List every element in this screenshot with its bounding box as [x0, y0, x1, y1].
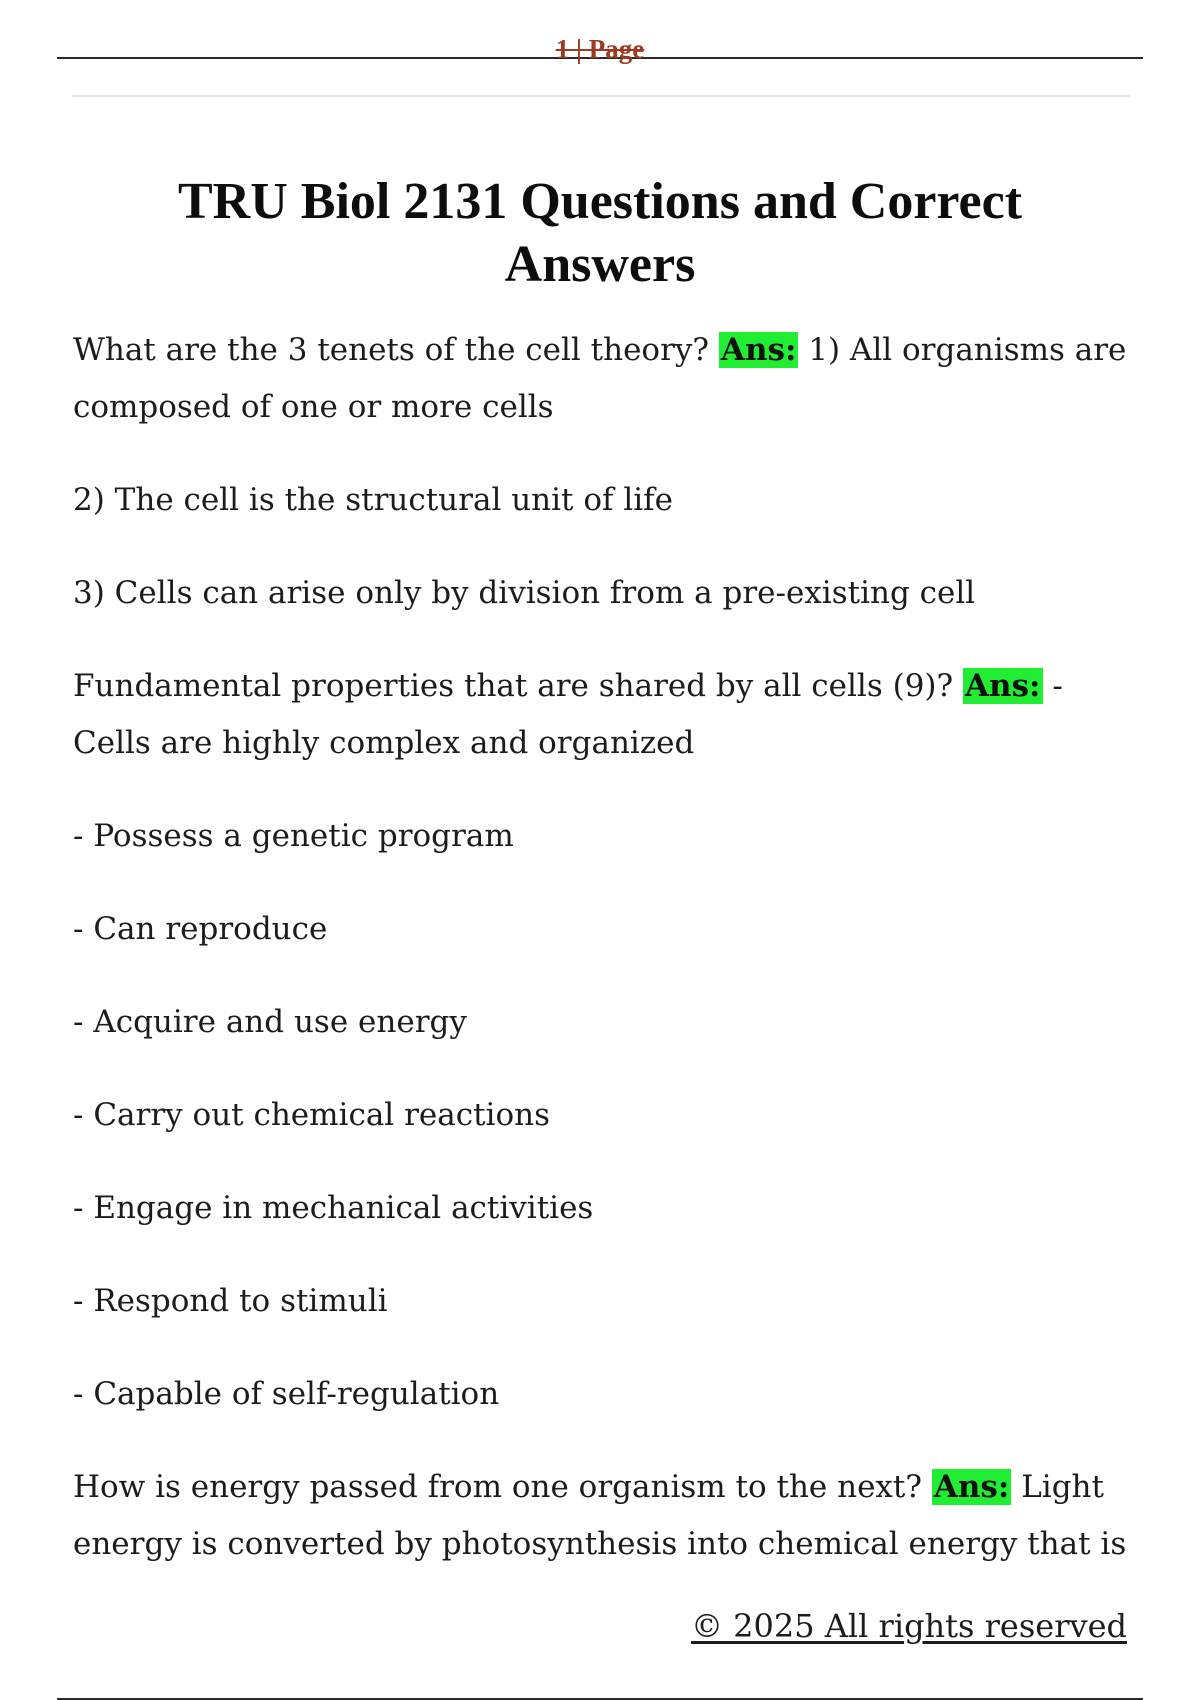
answer-line: - Possess a genetic program [73, 818, 514, 854]
document-body [73, 322, 1135, 1609]
header-divider [72, 95, 1130, 97]
answer-line: - Capable of self-regulation [73, 1376, 500, 1412]
question-paragraph [73, 322, 1135, 436]
answer-line: - Engage in mechanical activities [73, 1190, 594, 1226]
answer-label: Ans: [965, 668, 1041, 704]
question-text: How is energy passed from one organism to the next? [73, 1469, 932, 1505]
question-text: What are the 3 tenets of the cell theory? [73, 332, 719, 368]
answer-line: - Carry out chemical reactions [73, 1097, 550, 1133]
page-number: 1 | Page [555, 34, 645, 64]
answer-line: - Acquire and use energy [73, 1004, 467, 1040]
document-title: TRU Biol 2131 Questions and Correct Answers [177, 173, 1023, 293]
answer-line: - Can reproduce [73, 911, 328, 947]
answer-line: 2) The cell is the structural unit of life [73, 482, 674, 518]
answer-line: - Respond to stimuli [73, 1283, 388, 1319]
question-paragraph [73, 658, 1135, 772]
copyright-notice: © 2025 All rights reserved [691, 1607, 1127, 1645]
question-text: Fundamental properties that are shared by all cells (9)? [73, 668, 963, 704]
answer-text: - Cells are highly complex and organized [73, 668, 1063, 761]
answer-text: 1) All organisms are composed of one or more cells [73, 332, 1127, 425]
answer-line: 3) Cells can arise only by division from a pre-existing cell [73, 575, 976, 611]
answer-text: Light energy is converted by photosynthesis into chemical energy that is [73, 1469, 1127, 1562]
page-header [57, 34, 1143, 64]
answer-label: Ans: [933, 1469, 1010, 1505]
question-paragraph [73, 1459, 1135, 1573]
answer-label: Ans: [720, 332, 797, 368]
